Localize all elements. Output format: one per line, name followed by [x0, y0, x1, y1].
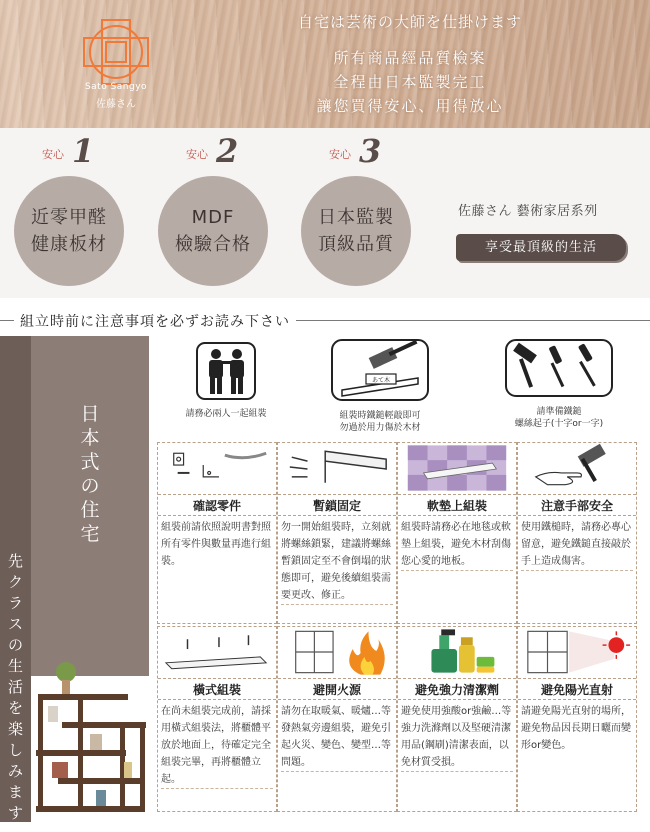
- tip-text: 請勿在取暖氣、暖爐…等發熱氣旁邊組裝，避免引起火災、變色、變型…等問題。: [281, 703, 393, 772]
- side-heading: 日本式の住宅: [80, 403, 100, 545]
- tip-title: 軟墊上組裝: [398, 494, 516, 516]
- assurance-tag: 安心: [329, 148, 351, 161]
- assurance-line: 日本監製: [318, 207, 394, 228]
- assurance-line: MDF: [191, 207, 235, 228]
- assurance-circle: [158, 176, 268, 286]
- hammer-board-icon: [330, 338, 430, 402]
- top-tip-caption: 勿過於用力傷於木材: [339, 423, 421, 433]
- tools-icon: [504, 338, 614, 398]
- bookshelf-photo-icon: [32, 650, 148, 818]
- board-label: あて木: [371, 377, 391, 384]
- tip-title: 橫式組裝: [158, 678, 276, 700]
- tip-card: [277, 442, 397, 624]
- banner-title: 自宅は芸術の大師を仕掛けます: [297, 13, 522, 31]
- assurance-line: 檢驗合格: [175, 234, 251, 255]
- side-subheading: 先クラスの生活を楽しみます: [7, 552, 23, 822]
- tip-text: 在尚未組裝完成前，請採用橫式組裝法，將櫃體平放於地面上，待確定完全組裝完畢，再將櫃體立起。: [161, 703, 273, 789]
- fire-icon: [278, 627, 396, 677]
- flat-board-icon: [158, 627, 276, 677]
- tip-title: 避免陽光直射: [518, 678, 636, 700]
- assurance-badge: [14, 128, 124, 255]
- tip-title: 確認零件: [158, 494, 276, 516]
- banner-line: 全程由日本監製完工: [333, 73, 487, 91]
- logo-icon: [80, 16, 152, 88]
- tip-title: 注意手部安全: [518, 494, 636, 516]
- assurance-number: 1: [72, 132, 95, 170]
- banner-lines: [270, 46, 550, 118]
- top-tip: [494, 338, 624, 430]
- tip-card: [157, 442, 277, 624]
- mat-icon: [398, 443, 516, 493]
- hand-hammer-icon: [518, 443, 636, 493]
- top-tip: [320, 338, 440, 434]
- tip-text: 請避免陽光直射的場所，避免物品因長期日曬而變形or變色。: [521, 706, 631, 751]
- top-tip: [172, 342, 280, 420]
- top-tip-caption: 請務必兩人一起組裝: [185, 409, 267, 419]
- tip-text: 使用鐵槌時，請務必專心留意，避免鐵鎚直接敲於手上造成傷害。: [521, 519, 633, 571]
- brand-banner: [0, 0, 650, 128]
- banner-line: 讓您買得安心、用得放心: [316, 97, 504, 115]
- tip-card: [517, 626, 637, 812]
- tip-card: [517, 442, 637, 624]
- tip-card: [277, 626, 397, 812]
- assurance-badge: [301, 128, 411, 255]
- tip-text: 組裝前請依照說明書對照所有零件與數量再進行組裝。: [161, 522, 271, 567]
- series-name: 佐藤さん 藝術家居系列: [458, 204, 598, 219]
- sun-icon: [518, 627, 636, 677]
- tip-card: [397, 442, 517, 624]
- top-tip-caption: 組裝時鐵鎚輕敲即可: [339, 411, 421, 421]
- tip-card: [397, 626, 517, 812]
- tip-card: [157, 626, 277, 812]
- assurance-circle: [14, 176, 124, 286]
- assurance-tag: 安心: [186, 148, 208, 161]
- banner-line: 所有商品經品質檢案: [333, 49, 487, 67]
- assurance-number: 3: [359, 132, 382, 170]
- assurance-line: 健康板材: [31, 234, 107, 255]
- tip-text: 組裝時請務必在地毯或軟墊上組裝，避免木材刮傷您心愛的地板。: [401, 519, 513, 571]
- two-people-icon: [196, 342, 256, 400]
- logo-text-en: Sato Sangyo: [84, 82, 148, 92]
- top-tip-caption: 螺絲起子(十字or一字): [514, 419, 604, 429]
- logo-text-jp: 佐藤さん: [96, 99, 136, 110]
- slogan-badge: 享受最頂級的生活: [456, 234, 626, 261]
- assurance-strip: [0, 128, 650, 298]
- tip-title: 避免強力清潔劑: [398, 678, 516, 700]
- screws-icon: [278, 443, 396, 493]
- assurance-badge: [158, 128, 268, 255]
- top-tip-caption: 請準備鐵鎚: [536, 407, 582, 417]
- parts-icon: [158, 443, 276, 493]
- notice-title: 組立時前に注意事項を必ずお読み下さい: [14, 311, 296, 331]
- tip-title: 避開火源: [278, 678, 396, 700]
- assurance-number: 2: [216, 132, 239, 170]
- tip-text: 避免使用強酸or強鹼…等強力洗滌劑以及堅硬清潔用品(鋼刷)清潔表面，以免材質受損。: [401, 703, 513, 772]
- tip-title: 暫鎖固定: [278, 494, 396, 516]
- tip-text: 勿一開始組裝時，立刻就將螺絲鎖緊，建議將螺絲暫鎖固定至不會倒塌的狀態即可，避免後續組裝需要更改、修正。: [281, 519, 393, 605]
- assurance-line: 近零甲醛: [31, 207, 107, 228]
- cleaner-icon: [398, 627, 516, 677]
- assurance-circle: [301, 176, 411, 286]
- assurance-tag: 安心: [42, 148, 64, 161]
- assurance-line: 頂級品質: [318, 234, 394, 255]
